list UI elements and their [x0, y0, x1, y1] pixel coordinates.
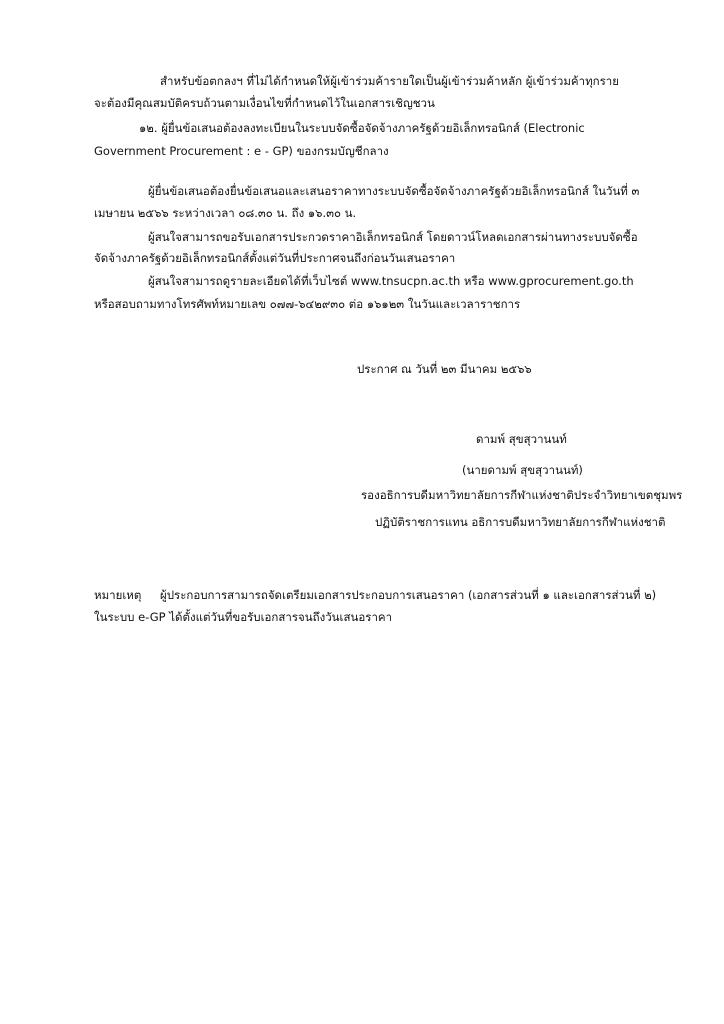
joint-venture-line-2: จะต้องมีคุณสมบัติครบถ้วนตามเงื่อนไขที่กำหนดไว้ในเอกสารเชิญชวน — [94, 96, 435, 110]
item-12-line-2: Government Procurement : e - GP) ของกรมบัญชีกลาง — [94, 144, 389, 158]
signed-name: ดามพ์ สุขสุวานนท์ — [476, 432, 567, 446]
submission-line-1: ผู้ยื่นข้อเสนอต้องยื่นข้อเสนอและเสนอราคาทางระบบจัดซื้อจัดจ้างภาครัฐด้วยอิเล็กทรอนิกส์ ในวันที่ ๓ — [148, 184, 640, 198]
item-12-line-1: ๑๒. ผู้ยื่นข้อเสนอต้องลงทะเบียนในระบบจัดซื้อจัดจ้างภาครัฐด้วยอิเล็กทรอนิกส์ (Electronic — [139, 121, 585, 135]
contact-line-1: ผู้สนใจสามารถดูรายละเอียดได้ที่เว็บไซต์ www.tnsucpn.ac.th หรือ www.gprocurement.go.th — [148, 274, 634, 288]
signer-position: รองอธิการบดีมหาวิทยาลัยการกีฬาแห่งชาติประจำวิทยาเขตชุมพร — [361, 488, 683, 502]
announcement-date: ประกาศ ณ วันที่ ๒๓ มีนาคม ๒๕๖๖ — [357, 362, 532, 376]
note-line-1: ผู้ประกอบการสามารถจัดเตรียมเอกสารประกอบการเสนอราคา (เอกสารส่วนที่ ๑ และเอกสารส่วนที่ ๒) — [160, 588, 657, 602]
note-line-2: ในระบบ e-GP ได้ตั้งแต่วันที่ขอรับเอกสารจนถึงวันเสนอราคา — [94, 610, 393, 624]
contact-line-2: หรือสอบถามทางโทรศัพท์หมายเลข ๐๗๗-๖๔๒๙๓๐ ต่อ ๑๖๑๒๓ ในวันและเวลาราชการ — [94, 297, 521, 311]
submission-line-2: เมษายน ๒๕๖๖ ระหว่างเวลา ๐๘.๓๐ น. ถึง ๑๖.๓๐ น. — [94, 206, 357, 220]
signer-full-name: (นายดามพ์ สุขสุวานนท์) — [462, 463, 583, 477]
note-label: หมายเหตุ — [94, 588, 142, 602]
joint-venture-line-1: สำหรับข้อตกลงฯ ที่ไม่ได้กำหนดให้ผู้เข้าร่วมค้ารายใดเป็นผู้เข้าร่วมค้าหลัก ผู้เข้าร่วมค้าทุกราย — [160, 74, 620, 88]
signer-acting: ปฏิบัติราชการแทน อธิการบดีมหาวิทยาลัยการกีฬาแห่งชาติ — [375, 515, 666, 529]
download-line-2: จัดจ้างภาครัฐด้วยอิเล็กทรอนิกส์ตั้งแต่วันที่ประกาศจนถึงก่อนวันเสนอราคา — [94, 251, 456, 265]
download-line-1: ผู้สนใจสามารถขอรับเอกสารประกวดราคาอิเล็กทรอนิกส์ โดยดาวน์โหลดเอกสารผ่านทางระบบจัดซื้อ — [148, 230, 638, 244]
